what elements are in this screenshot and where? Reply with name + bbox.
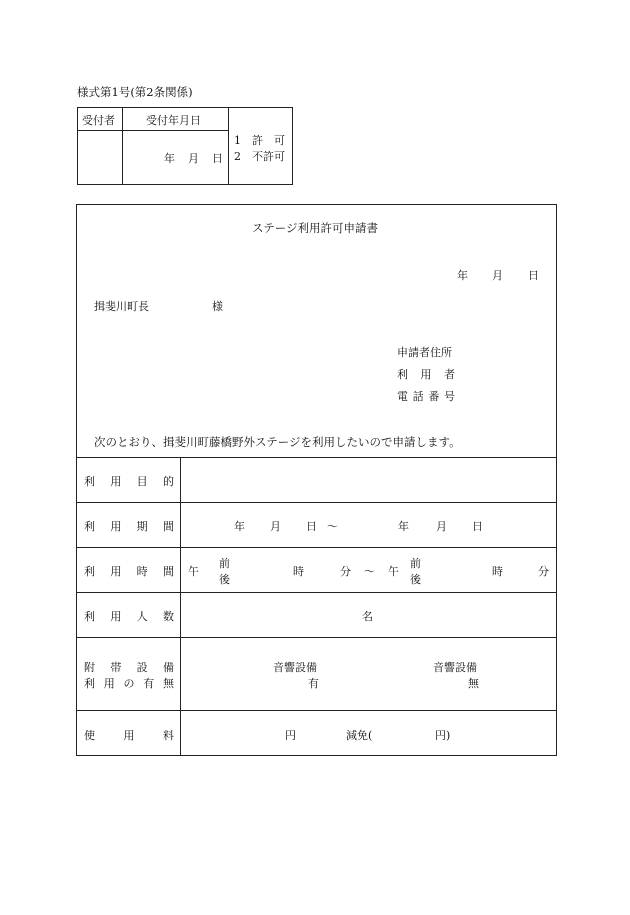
receiver-header: 受付者: [82, 114, 115, 127]
time-label: 利 用 時 間: [84, 565, 174, 578]
period-end-day: 日: [472, 520, 483, 533]
period-end-year: 年: [398, 520, 409, 533]
equipment-label-line2: 利 用 の 有 無: [84, 677, 174, 690]
equipment-yes: 有: [308, 677, 319, 690]
equipment-sound-yes: 音響設備: [273, 661, 317, 674]
application-date-day: 日: [528, 269, 539, 282]
fee-reduction: 減免(: [346, 729, 373, 742]
time-start-am: 前: [219, 557, 230, 570]
period-start-year: 年: [234, 520, 245, 533]
time-start-gozen: 午: [188, 565, 199, 578]
period-tilde: ～: [327, 520, 338, 533]
period-label: 利 用 期 間: [84, 520, 174, 533]
time-start-hour: 時: [293, 565, 304, 578]
time-end-hour: 時: [492, 565, 503, 578]
decision-deny: 2 不許可: [234, 150, 285, 163]
user-label: 利 用 者: [397, 368, 455, 381]
period-end-month: 月: [436, 520, 447, 533]
application-date-year: 年: [457, 269, 468, 282]
period-start-month: 月: [270, 520, 281, 533]
equipment-sound-no: 音響設備: [433, 661, 477, 674]
reception-date-year: 年: [164, 152, 175, 165]
applicant-address-label: 申請者住所: [397, 346, 452, 359]
count-label: 利 用 人 数: [84, 610, 174, 623]
phone-label: 電 話 番 号: [397, 390, 455, 403]
addressee: 揖斐川町長: [94, 300, 149, 313]
fee-label: 使 用 料: [84, 729, 174, 742]
time-end-gozen: 午: [388, 565, 399, 578]
reception-date-header: 受付年月日: [146, 114, 201, 127]
decision-permit: 1 許 可: [234, 134, 285, 147]
fee-yen: 円: [285, 729, 296, 742]
form-number: 様式第1号(第2条関係): [77, 85, 193, 99]
time-end-minute: 分: [538, 565, 549, 578]
reception-date-day: 日: [212, 152, 223, 165]
form-title: ステージ利用許可申請書: [251, 221, 379, 235]
reception-date-month: 月: [188, 152, 199, 165]
equipment-no: 無: [468, 677, 479, 690]
addressee-honorific: 様: [212, 300, 223, 313]
count-unit: 名: [362, 610, 373, 623]
equipment-label-line1: 附 帯 設 備: [84, 661, 174, 674]
application-date-month: 月: [492, 269, 503, 282]
time-start-minute: 分: [340, 565, 351, 578]
time-end-pm: 後: [410, 573, 421, 586]
purpose-label: 利 用 目 的: [84, 475, 174, 488]
application-statement: 次のとおり、揖斐川町藤橋野外ステージを利用したいので申請します。: [94, 435, 461, 449]
fee-reduction-yen: 円): [435, 729, 451, 742]
time-start-pm: 後: [219, 573, 230, 586]
time-tilde: ～: [364, 565, 375, 578]
period-start-day: 日: [306, 520, 317, 533]
time-end-am: 前: [410, 557, 421, 570]
